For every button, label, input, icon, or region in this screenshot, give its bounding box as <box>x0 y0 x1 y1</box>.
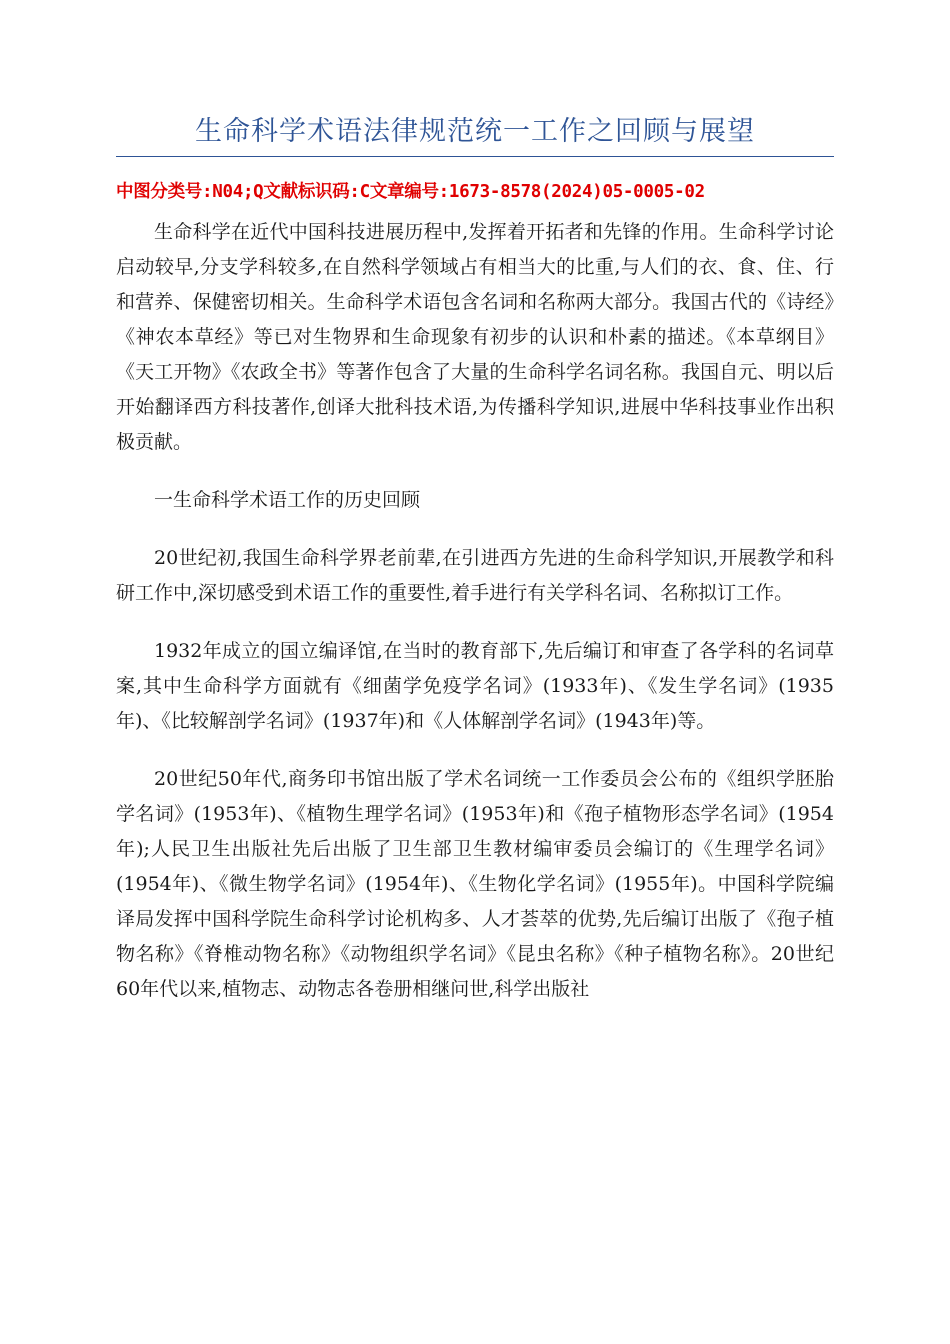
paragraph-early-century: 20世纪初,我国生命科学界老前辈,在引进西方先进的生命科学知识,开展教学和科研工作中,深切感受到术语工作的重要性,着手进行有关学科名词、名称拟订工作。 <box>116 547 834 604</box>
paragraph-1950s: 20世纪50年代,商务印书馆出版了学术名词统一工作委员会公布的《组织学胚胎学名词》(1953年)、《植物生理学名词》(1953年)和《孢子植物形态学名词》(1954年);人民卫生出版社先后出版了卫生部卫生教材编审委员会编订的《生理学名词》(1954年)、《微生物学名词》(1954年)、《生物化学名词》(1955年)。中国科学院编译局发挥中国科学院生命科学讨论机构多、人才荟萃的优势,先后编订出版了《孢子植物名称》《脊椎动物名称》《动物组织学名词》《昆虫名称》《种子植物名称》。20世纪60年代以来,植物志、动物志各卷册相继问世,科学出版社 <box>116 768 834 1000</box>
classification-line: 中图分类号:N04;Q文献标识码:C文章编号:1673-8578(2024)05-0005-02 <box>116 182 705 202</box>
paragraph-1932: 1932年成立的国立编译馆,在当时的教育部下,先后编订和审查了各学科的名词草案,其中生命科学方面就有《细菌学免疫学名词》(1933年)、《发生学名词》(1935年)、《比较解剖学名词》(1937年)和《人体解剖学名词》(1943年)等。 <box>116 640 834 732</box>
section-heading: 一生命科学术语工作的历史回顾 <box>154 489 421 511</box>
document-body <box>116 215 834 1007</box>
document-page <box>116 112 834 1030</box>
paragraph-intro: 生命科学在近代中国科技进展历程中,发挥着开拓者和先锋的作用。生命科学讨论启动较早,分支学科较多,在自然科学领域占有相当大的比重,与人们的衣、食、住、行和营养、保健密切相关。生命科学术语包含名词和名称两大部分。我国古代的《诗经》《神农本草经》等已对生物界和生命现象有初步的认识和朴素的描述。《本草纲目》《天工开物》《农政全书》等著作包含了大量的生命科学名词名称。我国自元、明以后开始翻译西方科技著作,创译大批科技术语,为传播科学知识,进展中华科技事业作出积极贡献。 <box>116 221 834 453</box>
document-title: 生命科学术语法律规范统一工作之回顾与展望 <box>116 112 834 157</box>
